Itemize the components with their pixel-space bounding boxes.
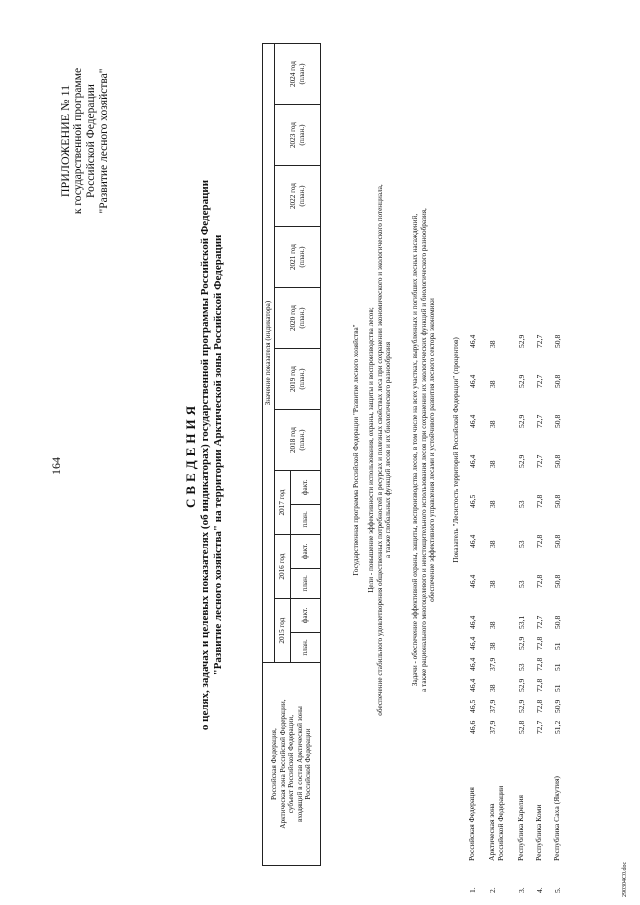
value-cell: 51 — [553, 642, 562, 650]
region-name: Республика Саха (Якутия) — [552, 776, 561, 861]
value-cell: 52,9 — [517, 678, 526, 692]
sub-plan: план. — [291, 504, 321, 535]
value-cell: 53,1 — [517, 615, 526, 629]
value-cell: 51 — [553, 663, 562, 671]
year-2018-plan: 2018 год (план.) — [275, 410, 321, 471]
value-cell: 52,9 — [517, 334, 526, 348]
region-name: Республика Карелия — [516, 794, 525, 861]
value-cell: 38 — [488, 580, 497, 588]
document-subtitle — [199, 125, 225, 785]
value-cell: 52,9 — [517, 414, 526, 428]
tasks-line: обеспечение эффективного управления лесами и устойчивого развития лесного сектора экономики — [428, 298, 437, 602]
value-cell: 38 — [488, 500, 497, 508]
value-cell: 52,8 — [517, 720, 526, 734]
value-cell: 72,7 — [535, 615, 544, 629]
value-cell: 50,8 — [553, 574, 562, 588]
column-header-region — [263, 663, 321, 866]
value-cell: 37,9 — [488, 657, 497, 671]
goals-line: обеспечение стабильного удовлетворения общественных потребностей в ресурсах и полезных свойствах леса при сохранении экономического и экологического потенциала, — [375, 184, 384, 716]
region-header-line: Российской Федерации — [304, 728, 313, 800]
value-cell: 46,4 — [468, 615, 477, 629]
region-header-line: субъект Российской Федерации, — [287, 714, 296, 814]
year-2019-plan: 2019 год (план.) — [275, 349, 321, 410]
appendix-header — [59, 41, 111, 241]
value-cell: 52,9 — [517, 374, 526, 388]
value-cell: 46,4 — [468, 334, 477, 348]
year-2020-plan: 2020 год (план.) — [275, 288, 321, 349]
value-cell: 72,8 — [535, 636, 544, 650]
year-2024-plan: 2024 год (план.) — [275, 44, 321, 105]
value-cell: 53 — [517, 540, 526, 548]
value-cell: 52,9 — [517, 636, 526, 650]
value-cell: 46,4 — [468, 534, 477, 548]
value-cell: 72,7 — [535, 374, 544, 388]
value-cell: 38 — [488, 540, 497, 548]
value-cell: 46,4 — [468, 678, 477, 692]
region-name: Республика Коми — [534, 804, 543, 861]
goals-block — [367, 75, 393, 825]
value-cell: 46,4 — [468, 454, 477, 468]
year-2022-plan: 2022 год (план.) — [275, 166, 321, 227]
value-cell: 37,9 — [488, 720, 497, 734]
value-cell: 72,8 — [535, 699, 544, 713]
value-cell: 38 — [488, 642, 497, 650]
value-cell: 72,8 — [535, 657, 544, 671]
value-cell: 52,9 — [517, 454, 526, 468]
value-cell: 50,9 — [553, 699, 562, 713]
value-cell: 53 — [517, 500, 526, 508]
year-2016: 2016 год — [275, 535, 291, 599]
document-heading: СВЕДЕНИЯ — [183, 402, 198, 508]
sub-plan: план. — [291, 568, 321, 599]
row-number: 2. — [488, 887, 497, 893]
value-cell: 72,7 — [535, 414, 544, 428]
row-number: 4. — [535, 887, 544, 893]
value-cell: 46,6 — [468, 720, 477, 734]
value-cell: 37,9 — [488, 699, 497, 713]
goals-line: а также глобальных функций лесов и их биологического разнообразия — [384, 341, 393, 559]
value-cell: 72,8 — [535, 574, 544, 588]
value-cell: 38 — [488, 621, 497, 629]
region-name: Арктическая зона Российской Федерации — [487, 785, 505, 861]
value-cell: 53 — [517, 663, 526, 671]
column-header-values: Значение показателя (индикатора) — [263, 44, 275, 663]
value-cell: 50,8 — [553, 534, 562, 548]
appendix-title: ПРИЛОЖЕНИЕ № 11 — [58, 84, 72, 198]
value-cell: 50,8 — [553, 414, 562, 428]
year-2015: 2015 год — [275, 599, 291, 663]
sub-fact: факт. — [291, 599, 321, 633]
value-cell: 51,2 — [553, 720, 562, 734]
indicators-table — [262, 43, 321, 866]
file-name: 290304C0.doc — [622, 861, 628, 897]
value-cell: 72,7 — [535, 454, 544, 468]
program-title: Государственная программа Российской Федерации "Развитие лесного хозяйства" — [352, 324, 360, 576]
subtitle-line-1: о целях, задачах и целевых показателях (об индикаторах) государственной программы Российской Федерации — [199, 179, 211, 731]
value-cell: 38 — [488, 420, 497, 428]
value-cell: 72,8 — [535, 534, 544, 548]
sub-fact: факт. — [291, 471, 321, 505]
region-name: Российская Федерация — [467, 787, 476, 861]
value-cell: 50,8 — [553, 494, 562, 508]
value-cell: 50,8 — [553, 334, 562, 348]
value-cell: 46,4 — [468, 374, 477, 388]
year-2017: 2017 год — [275, 471, 291, 535]
value-cell: 46,4 — [468, 636, 477, 650]
value-cell: 38 — [488, 340, 497, 348]
appendix-line-1: к государственной программе — [72, 67, 84, 215]
row-number: 3. — [517, 887, 526, 893]
sub-plan: план. — [291, 632, 321, 663]
value-cell: 38 — [488, 380, 497, 388]
value-cell: 50,8 — [553, 615, 562, 629]
value-cell: 72,7 — [535, 334, 544, 348]
value-cell: 46,4 — [468, 657, 477, 671]
value-cell: 53 — [517, 580, 526, 588]
subtitle-line-2: "Развитие лесного хозяйства" на территории Арктической зоны Российской Федерации — [212, 234, 224, 676]
value-cell: 50,8 — [553, 454, 562, 468]
row-number: 5. — [553, 887, 562, 893]
value-cell: 51 — [553, 684, 562, 692]
sub-fact: факт. — [291, 535, 321, 569]
value-cell: 72,8 — [535, 494, 544, 508]
region-header-line: Российская Федерация, — [270, 728, 279, 800]
value-cell: 72,8 — [535, 678, 544, 692]
value-cell: 46,4 — [468, 414, 477, 428]
appendix-line-3: "Развитие лесного хозяйства" — [98, 68, 110, 214]
appendix-line-2: Российской Федерации — [85, 84, 97, 198]
value-cell: 50,8 — [553, 374, 562, 388]
region-header-line: Арктическая зона Российской Федерации, — [278, 699, 287, 829]
tasks-line: а также рационального многоцелевого и неистощительного использования лесов при сохранении их экологических функций и биологического разнообразия, — [419, 208, 428, 692]
value-cell: 46,4 — [468, 574, 477, 588]
tasks-line: Задачи - обеспечение эффективной охраны, защиты, воспроизводства лесов, в том числе на всех участках, вырубленных и погибших лесных насаждений, — [411, 213, 419, 687]
row-number: 1. — [468, 887, 477, 893]
value-cell: 38 — [488, 460, 497, 468]
value-cell: 46,5 — [468, 494, 477, 508]
value-cell: 46,5 — [468, 699, 477, 713]
goals-line: Цели - повышение эффективности использования, охраны, защиты и воспроизводства лесов; — [367, 307, 375, 593]
year-2021-plan: 2021 год (план.) — [275, 227, 321, 288]
region-header-line: входящий в состав Арктической зоны — [295, 706, 304, 822]
indicator-title: Показатель "Лесистость территорий Российской Федерации" (процентов) — [452, 337, 460, 563]
year-2023-plan: 2023 год (план.) — [275, 105, 321, 166]
page-number: 164 — [49, 457, 63, 475]
value-cell: 52,9 — [517, 699, 526, 713]
tasks-block — [411, 75, 437, 825]
value-cell: 72,7 — [535, 720, 544, 734]
value-cell: 38 — [488, 684, 497, 692]
